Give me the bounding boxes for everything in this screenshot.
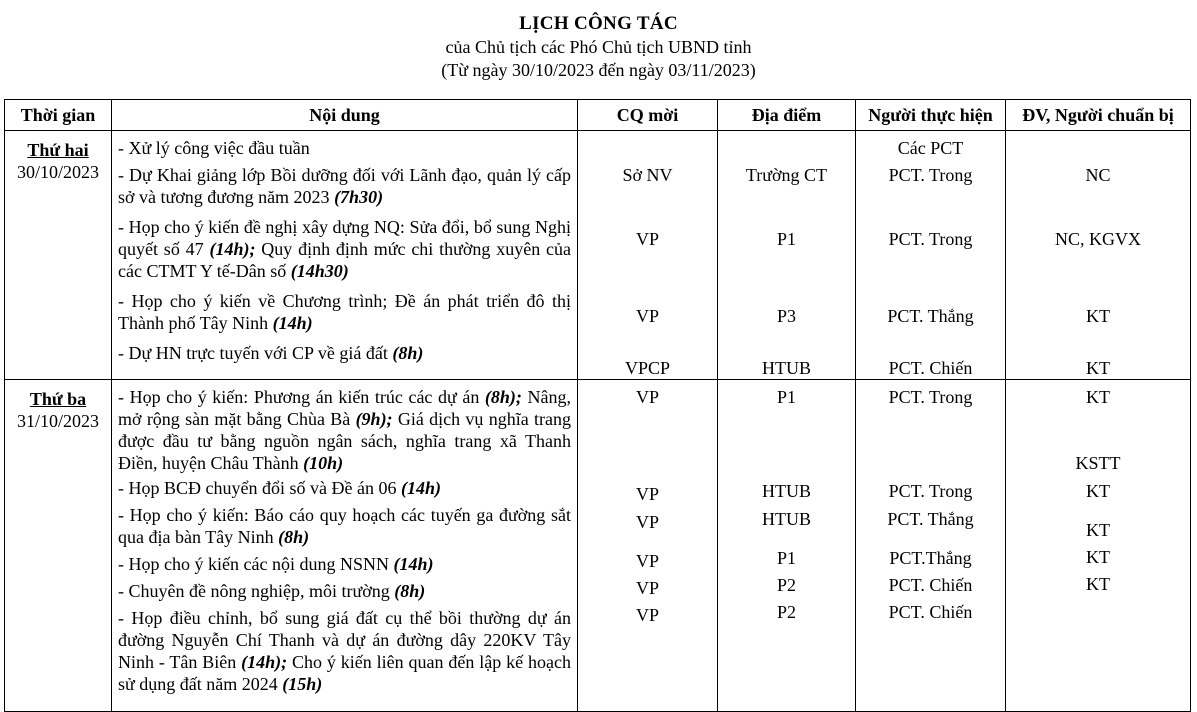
col-header-content: Nội dung — [112, 100, 578, 131]
cell-value: VP — [635, 512, 659, 532]
list-item: - Họp cho ý kiến các nội dung NSNN (14h) — [118, 554, 434, 574]
cell-value: KT — [1086, 306, 1110, 326]
cell-value — [856, 452, 1005, 474]
cell-value — [1006, 195, 1190, 217]
cell-value: NC, KGVX — [1054, 229, 1141, 249]
cell-value — [1006, 272, 1190, 294]
cell-value: PCT. Thắng — [887, 509, 974, 529]
cell-value — [718, 272, 855, 294]
cell-value — [578, 452, 717, 474]
cell-value: KT — [1086, 358, 1110, 378]
cell-value — [578, 430, 717, 452]
cell-value — [718, 137, 855, 159]
cell-value: PCT. Thắng — [887, 306, 974, 326]
cell-value: PCT. Trong — [888, 481, 973, 501]
list-item: - Họp cho ý kiến: Báo cáo quy hoạch các tuyến ga đường sắt qua địa bàn Tây Ninh (8h) — [118, 505, 571, 547]
cell-value — [578, 195, 717, 217]
cell-value: VPCP — [624, 358, 671, 378]
list-item: - Xử lý công việc đầu tuần — [118, 138, 310, 158]
cell-value: PCT. Trong — [888, 229, 973, 249]
schedule-table — [4, 99, 1191, 712]
list-item: - Họp cho ý kiến: Phương án kiến trúc các dự án (8h); Nâng, mở rộng sàn mặt bằng Chùa Bà (9h); Giá dịch vụ nghĩa trang được đầu tư bằng nguồn ngân sách, nghĩa trang xã Thanh Điền, huyện Châu Thành (10h) — [118, 387, 571, 473]
cell-value: PCT.Thắng — [889, 548, 972, 568]
cell-value: KT — [1086, 387, 1110, 407]
cell-value: VP — [635, 551, 659, 571]
executor-cell — [856, 131, 1006, 380]
content-cell — [112, 131, 578, 380]
list-item: - Họp điều chỉnh, bổ sung giá đất cụ thể bồi thường dự án đường Nguyễn Chí Thanh và dự án đường dây 220KV Tây Ninh - Tân Biên (14h); Cho ý kiến liên quan đến lập kế hoạch sử dụng đất năm 2024 (15h) — [118, 608, 571, 694]
location-cell — [718, 380, 856, 712]
day-date: 30/10/2023 — [16, 162, 99, 182]
cell-value: NC — [1085, 165, 1111, 185]
cell-value: Các PCT — [897, 138, 964, 158]
day-cell — [5, 380, 112, 712]
list-item: - Dự HN trực tuyến với CP về giá đất (8h) — [118, 343, 424, 363]
document-subtitle: của Chủ tịch các Phó Chủ tịch UBND tỉnh — [445, 37, 752, 57]
cell-value: KT — [1086, 481, 1110, 501]
cell-value: HTUB — [762, 509, 811, 529]
cell-value: PCT. Chiến — [888, 575, 973, 595]
day-name: Thứ ba — [29, 389, 87, 409]
col-header-location: Địa điểm — [718, 100, 856, 131]
cell-value: KSTT — [1075, 453, 1121, 473]
cell-value: P1 — [776, 387, 796, 407]
cell-value — [718, 195, 855, 217]
location-cell — [718, 131, 856, 380]
cell-value: HTUB — [762, 481, 811, 501]
cell-value: PCT. Chiến — [888, 358, 973, 378]
cell-value: KT — [1086, 574, 1110, 594]
cell-value: VP — [635, 306, 659, 326]
col-header-inviter: CQ mời — [578, 100, 718, 131]
list-item: - Họp cho ý kiến về Chương trình; Đề án phát triển đô thị Thành phố Tây Ninh (14h) — [118, 291, 571, 333]
cell-value: VP — [635, 387, 659, 407]
cell-value: VP — [635, 578, 659, 598]
list-item: - Dự Khai giảng lớp Bồi dưỡng đối với Lãnh đạo, quản lý cấp sở và tương đương năm 2023 (7h30) — [118, 165, 571, 207]
inviter-cell — [578, 380, 718, 712]
cell-value — [1006, 137, 1190, 159]
cell-value — [578, 137, 717, 159]
cell-value: KT — [1086, 520, 1110, 540]
preparer-cell — [1006, 131, 1191, 380]
cell-value — [578, 408, 717, 430]
table-row — [5, 131, 1191, 380]
list-item: - Họp cho ý kiến đề nghị xây dựng NQ: Sửa đổi, bổ sung Nghị quyết số 47 (14h); Quy định định mức chi thường xuyên của các CTMT Y tế-Dân số (14h30) — [118, 217, 572, 281]
cell-value: P3 — [776, 306, 796, 326]
cell-value — [856, 272, 1005, 294]
cell-value: Trường CT — [745, 165, 828, 185]
cell-value — [578, 272, 717, 294]
document-title: LỊCH CÔNG TÁC — [519, 13, 678, 34]
col-header-preparer: ĐV, Người chuẩn bị — [1006, 100, 1191, 131]
cell-value: P1 — [776, 229, 796, 249]
cell-value: PCT. Trong — [888, 165, 973, 185]
cell-value — [856, 408, 1005, 430]
content-cell — [112, 380, 578, 712]
day-date: 31/10/2023 — [16, 411, 99, 431]
cell-value: P2 — [776, 602, 796, 622]
cell-value: VP — [635, 605, 659, 625]
cell-value: KT — [1086, 547, 1110, 567]
col-header-executor: Người thực hiện — [856, 100, 1006, 131]
cell-value — [718, 430, 855, 452]
cell-value — [718, 408, 855, 430]
cell-value — [718, 452, 855, 474]
day-cell — [5, 131, 112, 380]
cell-value: PCT. Trong — [888, 387, 973, 407]
list-item: - Chuyên đề nông nghiệp, môi trường (8h) — [118, 581, 426, 601]
cell-value: P2 — [776, 575, 796, 595]
cell-value: HTUB — [762, 358, 811, 378]
preparer-cell — [1006, 380, 1191, 712]
cell-value: PCT. Chiến — [888, 602, 973, 622]
day-name: Thứ hai — [27, 140, 89, 160]
col-header-time: Thời gian — [5, 100, 112, 131]
cell-value: VP — [635, 229, 659, 249]
date-range: (Từ ngày 30/10/2023 đến ngày 03/11/2023) — [441, 60, 756, 80]
cell-value: VP — [635, 484, 659, 504]
table-row — [5, 380, 1191, 712]
cell-value — [1006, 408, 1190, 430]
inviter-cell — [578, 131, 718, 380]
cell-value: Sở NV — [622, 165, 673, 185]
cell-value — [856, 195, 1005, 217]
table-header-row — [5, 100, 1191, 131]
cell-value — [856, 430, 1005, 452]
list-item: - Họp BCĐ chuyển đổi số và Đề án 06 (14h) — [118, 478, 441, 498]
cell-value — [1006, 430, 1190, 452]
cell-value: P1 — [776, 548, 796, 568]
executor-cell — [856, 380, 1006, 712]
